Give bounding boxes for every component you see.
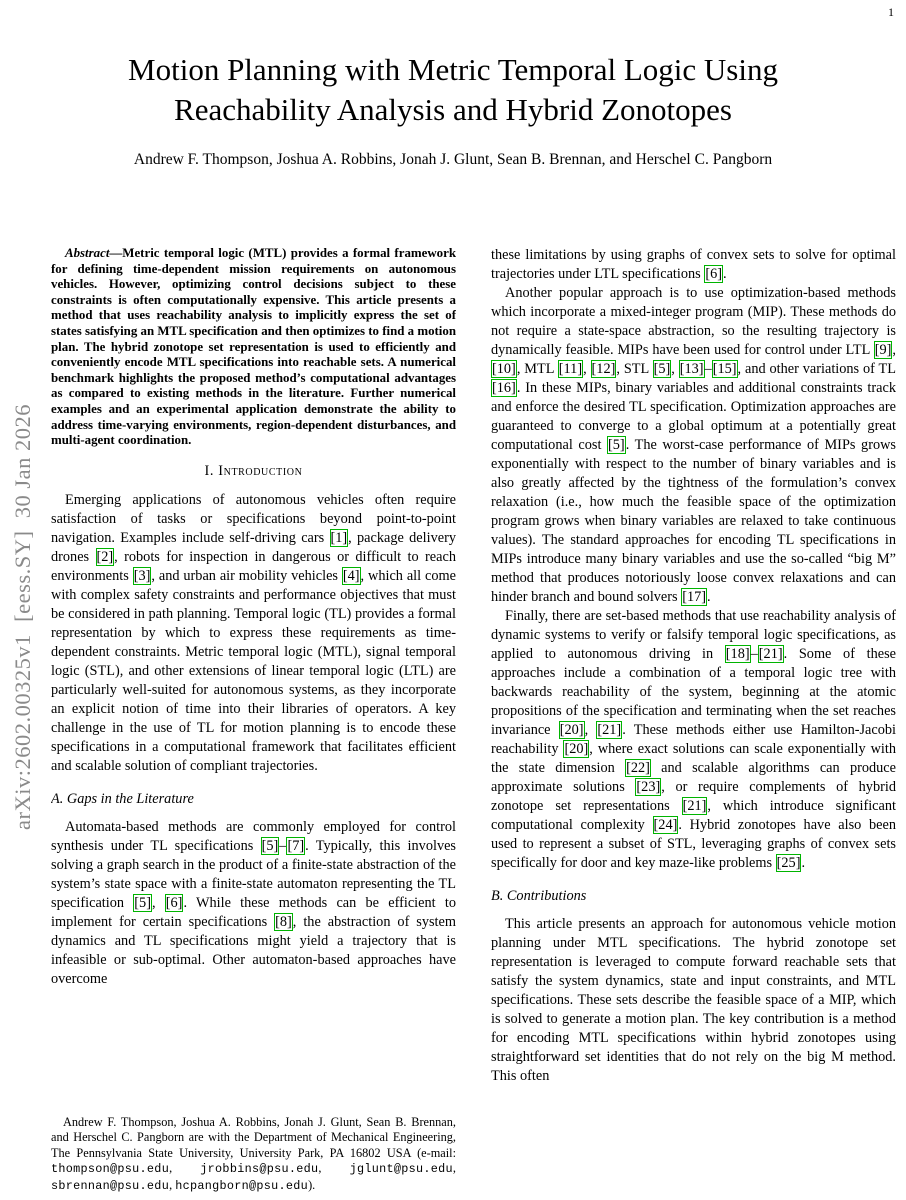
citation-link[interactable]: [5] [261, 837, 279, 854]
email-link[interactable]: thompson@psu.edu [51, 1162, 170, 1177]
citation-link[interactable]: [20] [559, 722, 584, 738]
abstract-label: Abstract [65, 246, 110, 260]
paragraph-column-overflow: these limitations by using graphs of convex sets to solve for optimal trajectories under LTL specifications [6]. [491, 247, 896, 282]
citation-link[interactable]: [2] [96, 548, 114, 565]
citation-link[interactable]: [11] [558, 361, 583, 377]
subsection-heading-contributions: B. Contributions [491, 888, 587, 904]
citation-link[interactable]: [3] [133, 567, 151, 584]
citation-link[interactable]: [5] [653, 361, 671, 377]
citation-link[interactable]: [10] [492, 361, 516, 377]
citation-link[interactable]: [17] [682, 589, 707, 605]
citation-link[interactable]: [16] [492, 380, 516, 396]
citation-link[interactable]: [8] [275, 913, 292, 930]
citation-link[interactable]: [22] [626, 760, 650, 776]
paragraph-contributions: This article presents an approach for autonomous vehicle motion planning under MTL specifications. The hybrid zonotope set representation is leveraged to compute forward reachable sets that satisfy the system dynamics, state and input constraints, and MTL specifications. These sets describe the feasible space of a MIP, which is solved to generate a motion plan. The key contribution is a method for encoding MTL specifications within hybrid zonotopes using straightforward set identities that do not rely on the big M method. This often [491, 916, 896, 1084]
citation-link[interactable]: [9] [874, 342, 892, 358]
citation-link[interactable]: [7] [287, 837, 305, 854]
arxiv-stamp: arXiv:2602.00325v1 [eess.SY] 30 Jan 2026 [10, 404, 35, 830]
section-heading-introduction: I. Introduction [204, 462, 303, 479]
citation-link[interactable]: [20] [564, 741, 589, 757]
citation-link[interactable]: [21] [758, 646, 783, 662]
paper-title: Motion Planning with Metric Temporal Logic Using Reachability Analysis and Hybrid Zonotopes [128, 52, 778, 127]
author-footnote: Andrew F. Thompson, Joshua A. Robbins, Jonah J. Glunt, Sean B. Brennan, and Herschel C. Pangborn are with the Department of Mechanical Engineering, The Pennsylvania State University, University Park, PA 16802 USA (e-mail: thompson@psu.edu, jrobbins@psu.edu, jglunt@psu.edu, sbrennan@psu.edu, hcpangborn@psu.edu). [51, 1114, 456, 1193]
citation-link[interactable]: [6] [165, 894, 183, 911]
paragraph-gaps-literature: Automata-based methods are commonly employed for control synthesis under TL specifications [5]–[7]. Typically, this involves solving a graph search in the product of a finite-state abstraction of the system’s state space with a finite-state automaton representing the TL specification [5], [6]. While these methods can be efficient to implement for certain specifications [8], the abstraction of system dynamics and TL specifications might yield a trajectory that is infeasible or sub-optimal. Other automaton-based approaches have overcome [51, 818, 456, 987]
email-link[interactable]: jglunt@psu.edu [349, 1162, 453, 1177]
citation-link[interactable]: [23] [636, 779, 661, 795]
citation-link[interactable]: [5] [134, 894, 151, 911]
citation-link[interactable]: [15] [712, 361, 737, 377]
page-number: 1 [888, 5, 894, 19]
citation-link[interactable]: [21] [682, 798, 707, 814]
email-link[interactable]: sbrennan@psu.edu [51, 1178, 170, 1193]
email-link[interactable]: jrobbins@psu.edu [200, 1162, 319, 1177]
paragraph-set-based-methods: Finally, there are set-based methods that use reachability analysis of dynamic systems to verify or falsify temporal logic specifications, as applied to autonomous driving in [18]–[21]. Some of these approaches include a combination of a temporal logic tree with backwards reachability of the system, beginning at the atomic propositions of the specification and terminating when the set reaches invariance [20], [21]. These methods either use Hamilton-Jacobi reachability [20], where exact solutions can scale exponentially with the state dimension [22] and scalable algorithms can produce approximate solutions [23], or require complements of hybrid zonotope set representations [21], which introduce significant computational complexity [24]. Hybrid zonotopes have also been used to represent a subset of STL, leveraging graphs of convex sets specifically for door and key maze-like problems [25]. [491, 608, 896, 871]
citation-link[interactable]: [12] [591, 361, 616, 377]
paragraph-mip-methods: Another popular approach is to use optimization-based methods which incorporate a mixed-integer program (MIP). These methods do not require a state-space abstraction, so the resulting trajectory is dynamically feasible. MIPs have been used for control under LTL [9], [10], MTL [11], [12], STL [5], [13]–[15], and other variations of TL [16]. In these MIPs, binary variables and additional constraints track and enforce the desired TL specification. Optimization approaches are guaranteed to converge to a global optimum at a potentially great computational cost [5]. The worst-case performance of MIPs grows exponentially with respect to the number of binary variables and is also greatly affected by the tightness of the formulation’s convex relaxation (i.e., how much the feasible space of the optimization program grows when binary variables are relaxed to take continuous values). The standard approaches for encoding TL specifications in MIPs introduce many binary variables and use the so-called “big M” method that produces notoriously loose convex relaxations and can hinder branch and bound solvers [17]. [491, 285, 896, 605]
abstract-text: —Metric temporal logic (MTL) provides a formal framework for defining time-dependent mission requirements on autonomous vehicles. However, optimizing control decisions subject to these constraints is often computationally expensive. This article presents a method that uses reachability analysis to implicitly express the set of states satisfying an MTL specification and then optimizes to find a motion plan. The hybrid zonotope set representation is used to efficiently and conveniently encode MTL specifications into reachable sets. A numerical benchmark highlights the proposed method’s computational advantages as compared to existing methods in the literature. Further numerical examples and an experimental application demonstrate the ability to address time-varying environments, region-dependent disturbances, and multi-agent coordination. [51, 246, 456, 448]
citation-link[interactable]: [4] [342, 567, 360, 584]
citation-link[interactable]: [1] [330, 529, 348, 546]
citation-link[interactable]: [24] [653, 817, 678, 833]
citation-link[interactable]: [13] [679, 361, 704, 377]
abstract [51, 246, 456, 449]
citation-link[interactable]: [5] [608, 437, 625, 453]
subsection-heading-gaps: A. Gaps in the Literature [51, 790, 194, 807]
paragraph-introduction: Emerging applications of autonomous vehicles often require satisfaction of tasks or specifications beyond point-to-point navigation. Examples include self-driving cars [1], package delivery drones [2], robots for inspection in dangerous or difficult to reach environments [3], and urban air mobility vehicles [4], which all come with complex safety constraints and performance objectives that must be considered in path planning. Temporal logic (TL) provides a formal representation by which to express these requirements as time-dependent constraints. Metric temporal logic (MTL), signal temporal logic (STL), and other extensions of linear temporal logic (LTL) are particularly well-suited for autonomous systems, as they incorporate an explicit notion of time into their libraries of operators. A key challenge in the use of TL for motion planning is to encode these specifications in a computational framework that facilitates efficient and scalable solution of compliant trajectories. [51, 491, 456, 774]
citation-link[interactable]: [25] [776, 855, 801, 871]
left-column [51, 246, 456, 1200]
citation-link[interactable]: [21] [597, 722, 622, 738]
right-column [491, 246, 896, 1200]
citation-link[interactable]: [6] [705, 266, 722, 282]
email-link[interactable]: hcpangborn@psu.edu [175, 1178, 309, 1193]
paper-authors: Andrew F. Thompson, Joshua A. Robbins, Jonah J. Glunt, Sean B. Brennan, and Herschel C. Pangborn [133, 151, 773, 168]
citation-link[interactable]: [18] [725, 646, 750, 662]
